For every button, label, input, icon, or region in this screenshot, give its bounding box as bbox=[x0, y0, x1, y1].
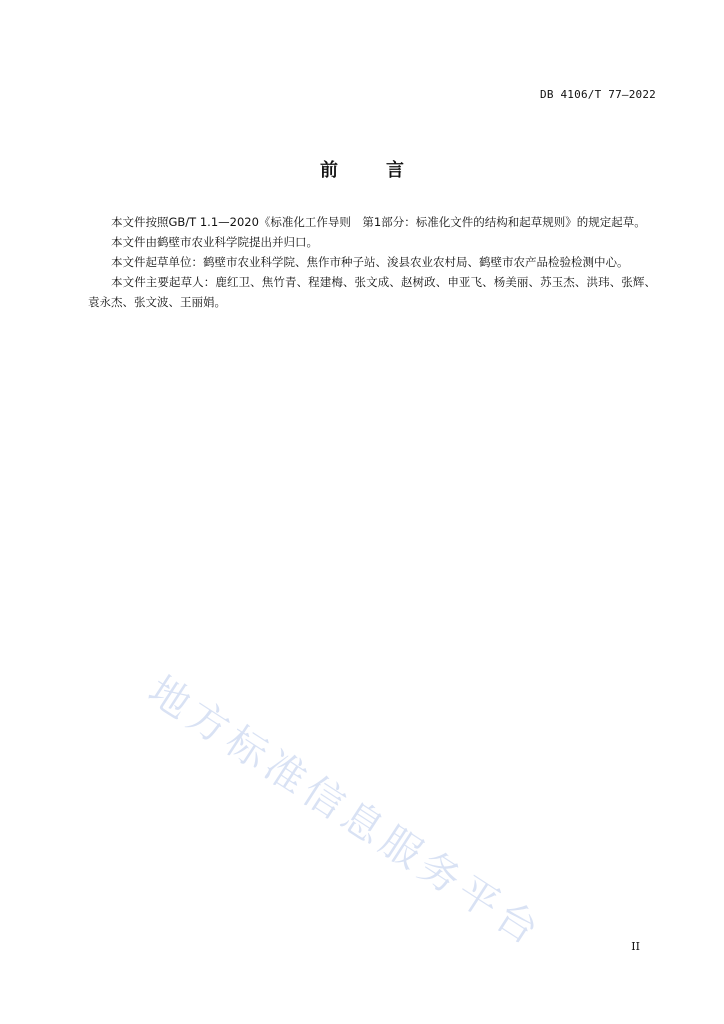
section-title-char-1: 前 bbox=[320, 160, 338, 181]
section-title-char-2: 言 bbox=[386, 160, 404, 181]
paragraph-proposer: 本文件由鹤壁市农业科学院提出并归口。 bbox=[111, 235, 318, 249]
watermark-text: 地方标准信息服务平台 bbox=[140, 667, 551, 957]
document-code: DB 4106/T 77—2022 bbox=[540, 88, 656, 101]
paragraph-drafting-basis: 本文件按照GB/T 1.1—2020《标准化工作导则 第1部分：标准化文件的结构和起草规则》的规定起草。 bbox=[111, 215, 646, 229]
paragraph-drafting-units: 本文件起草单位：鹤壁市农业科学院、焦作市种子站、浚县农业农村局、鹤壁市农产品检验检测中心。 bbox=[111, 255, 629, 269]
foreword-body bbox=[88, 212, 656, 312]
page-number: II bbox=[631, 940, 640, 953]
section-title bbox=[0, 156, 724, 182]
paragraph-drafters: 本文件主要起草人：鹿红卫、焦竹青、程建梅、张文成、赵树政、申亚飞、杨美丽、苏玉杰、洪玮、张辉、袁永杰、张文波、王丽娟。 bbox=[88, 275, 656, 309]
